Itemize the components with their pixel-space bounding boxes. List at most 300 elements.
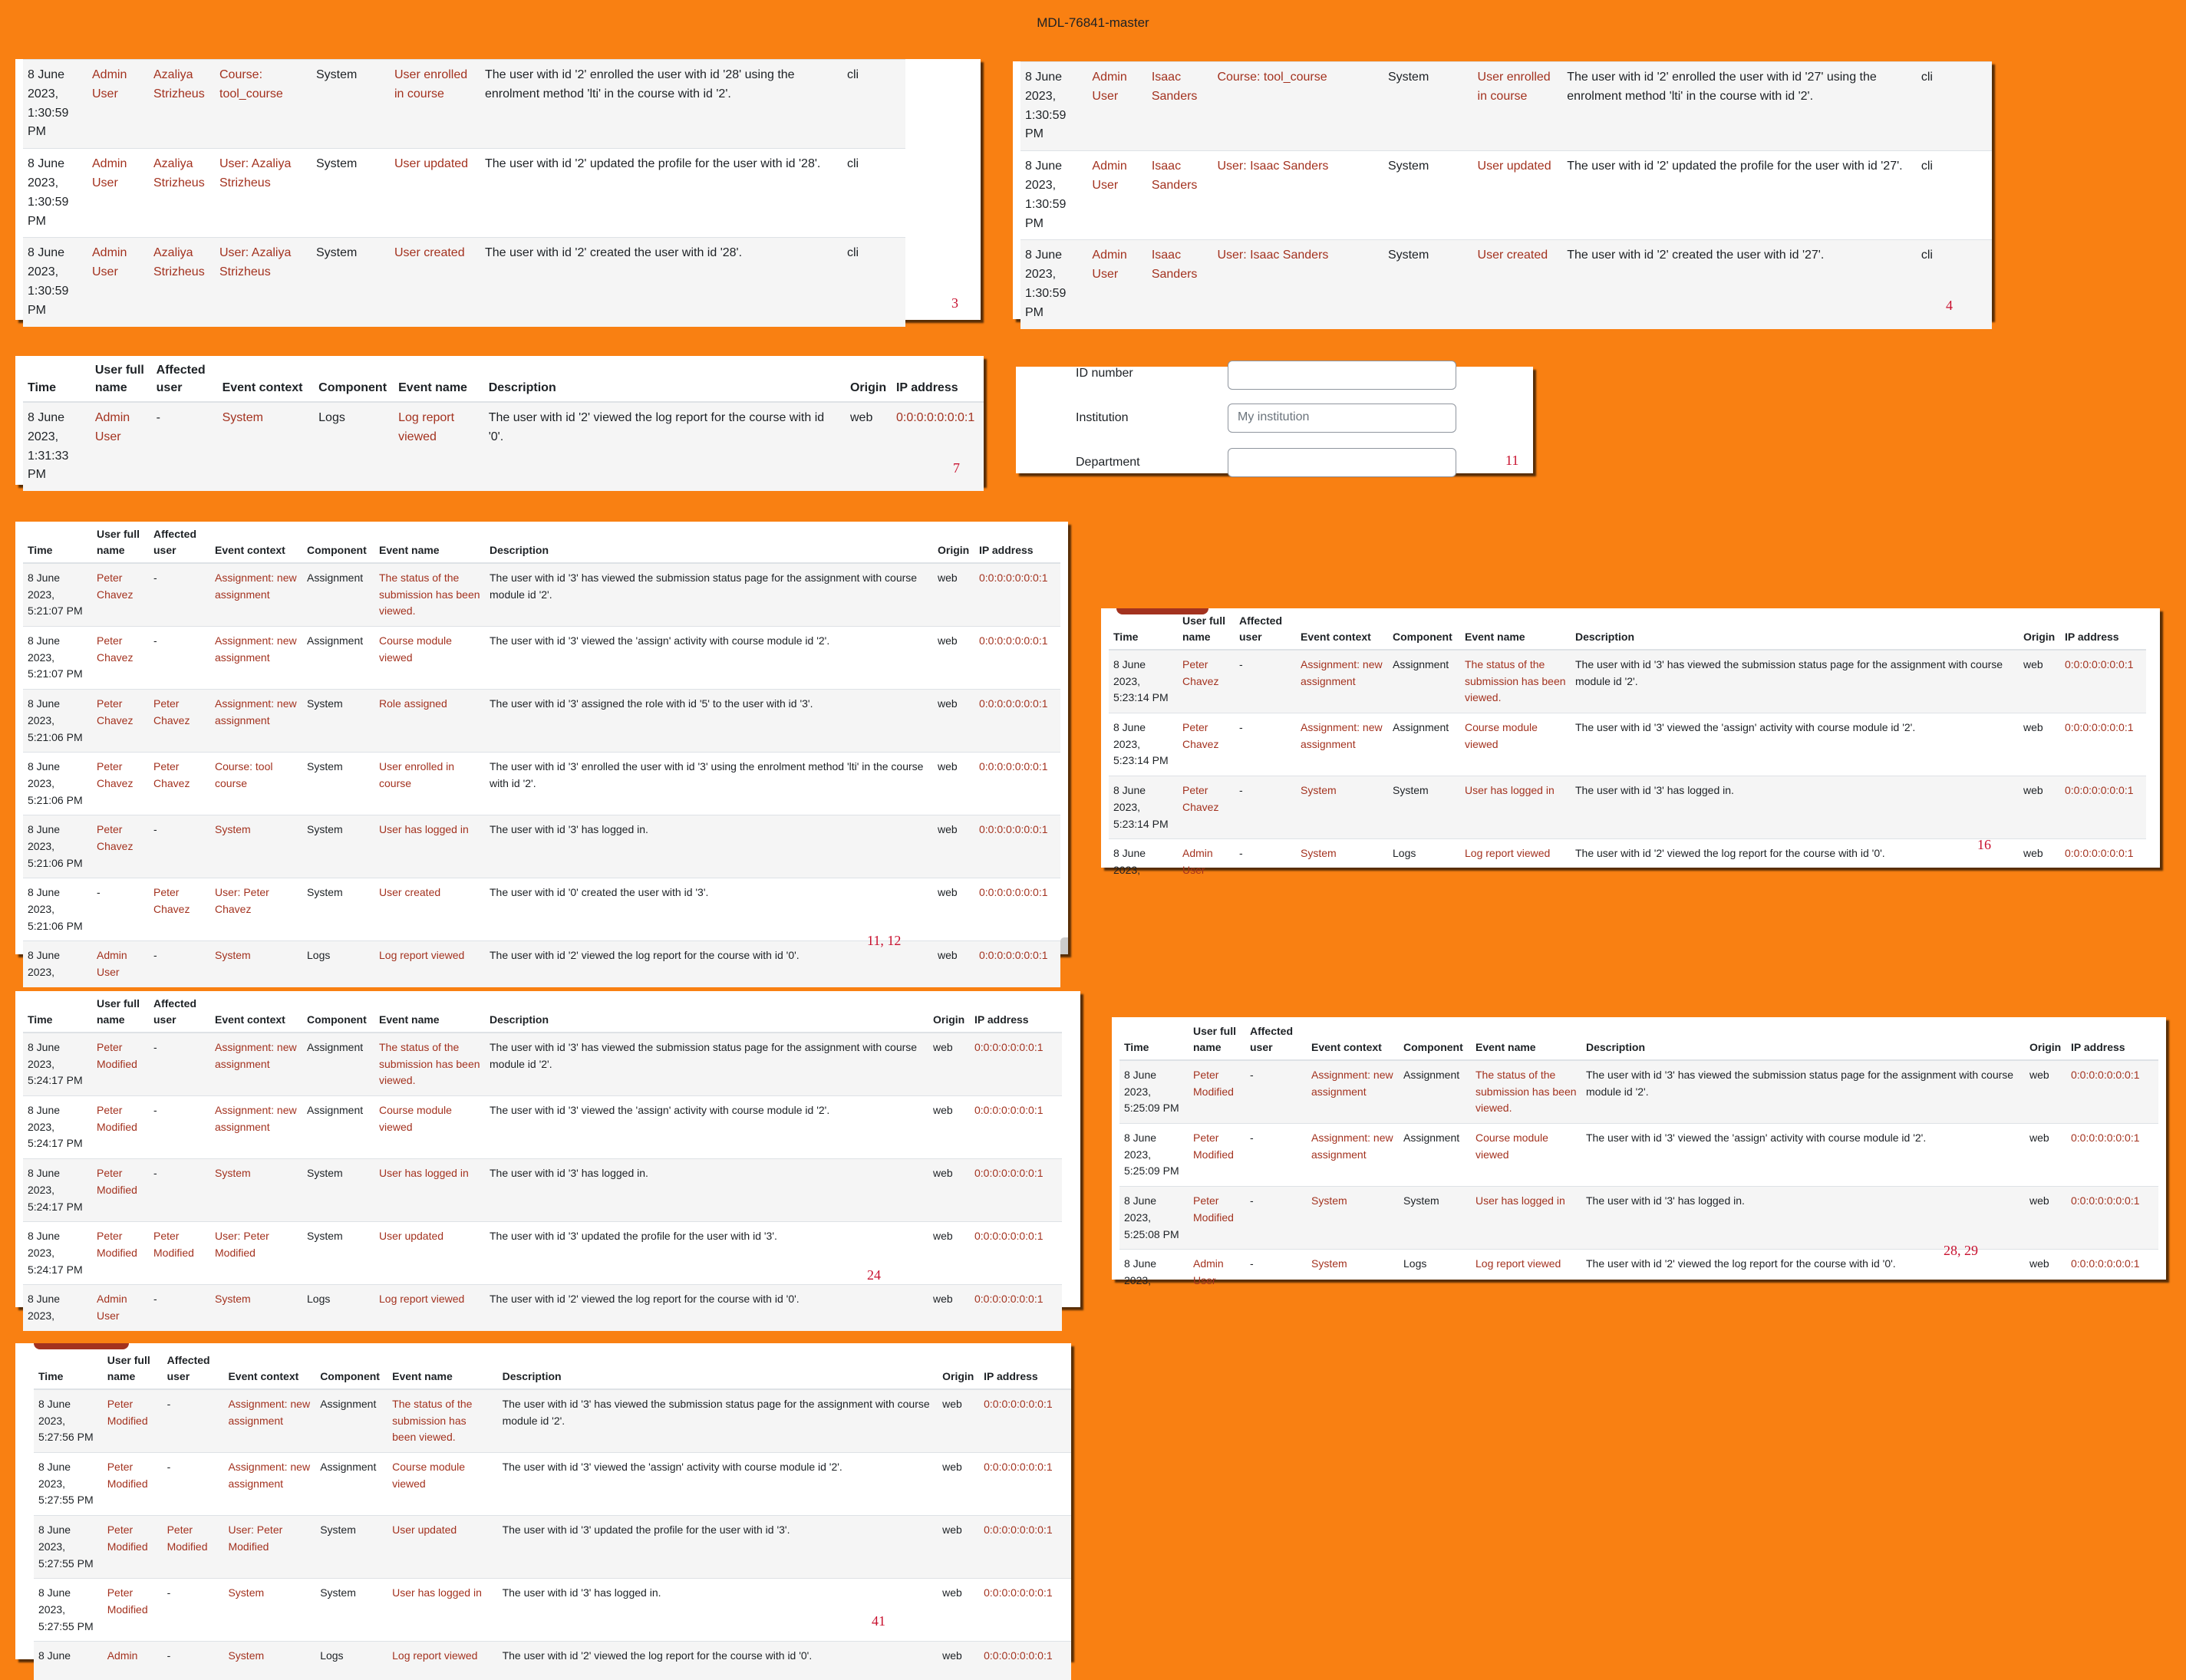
cell-description: The user with id '2' viewed the log report for the course with id '0'. bbox=[1581, 1250, 2025, 1296]
cell-event-context[interactable]: System bbox=[1307, 1187, 1399, 1250]
cell-event-name[interactable]: User has logged in bbox=[1460, 776, 1571, 839]
cell-affected-user[interactable]: Peter Chavez bbox=[149, 753, 210, 815]
cell-user-full-name[interactable]: Peter Modified bbox=[92, 1033, 149, 1096]
cell-affected-user[interactable]: Peter Chavez bbox=[149, 878, 210, 941]
table-row bbox=[1020, 151, 1992, 240]
table-row bbox=[1109, 713, 2146, 776]
table-row bbox=[1119, 1124, 2158, 1187]
cell-event-name[interactable]: The status of the submission has been viewed. bbox=[374, 563, 485, 627]
column-header-event-name[interactable]: Event name bbox=[1460, 608, 1571, 650]
cell-description: The user with id '3' updated the profile for the user with id '3'. bbox=[485, 1222, 928, 1285]
column-header-event-context[interactable]: Event context bbox=[210, 991, 302, 1033]
cell-time: 8 June 2023, 5:24:17 PM bbox=[23, 1033, 92, 1096]
cell-user-full-name[interactable]: Peter Modified bbox=[92, 1096, 149, 1159]
cell-affected-user[interactable]: Peter Chavez bbox=[149, 690, 210, 753]
log-screenshot-panel bbox=[15, 59, 981, 320]
column-header-user-full-name[interactable]: User full name bbox=[1189, 1017, 1245, 1060]
table-row bbox=[23, 1222, 1062, 1285]
table-row bbox=[1119, 1187, 2158, 1250]
cell-user-full-name[interactable]: Peter Chavez bbox=[92, 815, 149, 878]
column-header-time[interactable]: Time bbox=[23, 356, 91, 402]
table-row bbox=[23, 1159, 1062, 1222]
cell-event-name[interactable]: Course module viewed bbox=[1471, 1124, 1581, 1187]
cell-event-name[interactable]: User has logged in bbox=[387, 1579, 497, 1642]
column-header-ip-address[interactable]: IP address bbox=[974, 522, 1060, 563]
cell-user-full-name[interactable]: Admin User bbox=[1087, 151, 1146, 240]
cell-ip-address[interactable]: 0:0:0:0:0:0:0:1 bbox=[979, 1516, 1071, 1579]
cell-affected-user[interactable]: Azaliya Strizheus bbox=[149, 149, 215, 238]
column-header-description[interactable]: Description bbox=[485, 991, 928, 1033]
cell-component: Logs bbox=[302, 941, 374, 987]
cell-affected-user: - bbox=[1245, 1124, 1307, 1187]
log-table bbox=[23, 356, 984, 491]
cell-time: 8 June 2023, 5:25:09 PM bbox=[1119, 1124, 1189, 1187]
id-number-field[interactable] bbox=[1228, 361, 1456, 390]
cell-event-name[interactable]: The status of the submission has been viewed. bbox=[374, 1033, 485, 1096]
cell-time: 8 June 2023, 1:30:59 PM bbox=[1020, 62, 1087, 151]
cell-event-name[interactable]: User enrolled in course bbox=[390, 60, 480, 149]
cell-event-name[interactable]: User has logged in bbox=[374, 815, 485, 878]
cell-origin: web bbox=[938, 1579, 979, 1642]
cell-event-context[interactable]: Assignment: new assignment bbox=[223, 1389, 315, 1453]
cell-event-name[interactable]: User has logged in bbox=[1471, 1187, 1581, 1250]
cell-affected-user: - bbox=[1235, 839, 1296, 885]
cell-origin: web bbox=[933, 815, 974, 878]
column-header-time[interactable]: Time bbox=[1109, 608, 1178, 650]
cell-event-context[interactable]: Assignment: new assignment bbox=[223, 1453, 315, 1516]
cell-time: 8 June 2023, 5:21:07 PM bbox=[23, 627, 92, 690]
column-header-description[interactable]: Description bbox=[1571, 608, 2019, 650]
cell-event-context[interactable]: System bbox=[218, 402, 315, 491]
column-header-event-name[interactable]: Event name bbox=[374, 991, 485, 1033]
cell-user-full-name[interactable]: Admin User bbox=[92, 941, 149, 987]
column-header-time[interactable]: Time bbox=[23, 991, 92, 1033]
cell-user-full-name[interactable]: Peter Chavez bbox=[92, 753, 149, 815]
cell-time: 8 June 2023, 5:24:17 PM bbox=[23, 1222, 92, 1285]
cell-ip-address[interactable]: 0:0:0:0:0:0:0:1 bbox=[979, 1642, 1071, 1680]
table-row bbox=[23, 1096, 1062, 1159]
cell-component: Assignment bbox=[1388, 713, 1460, 776]
cell-event-name[interactable]: User enrolled in course bbox=[1473, 62, 1563, 151]
cell-user-full-name[interactable]: Peter Chavez bbox=[92, 690, 149, 753]
cell-user-full-name[interactable]: Admin User bbox=[87, 149, 149, 238]
cell-ip-address[interactable]: 0:0:0:0:0:0:0:1 bbox=[2066, 1124, 2158, 1187]
cell-event-context[interactable]: System bbox=[1307, 1250, 1399, 1296]
cell-component: System bbox=[1388, 776, 1460, 839]
cell-ip-address[interactable]: 0:0:0:0:0:0:0:1 bbox=[974, 753, 1060, 815]
cell-event-context[interactable]: System bbox=[210, 1159, 302, 1222]
cell-user-full-name[interactable]: Peter Modified bbox=[1189, 1187, 1245, 1250]
column-header-event-context[interactable]: Event context bbox=[210, 522, 302, 563]
cell-component: Assignment bbox=[302, 1033, 374, 1096]
cell-event-context[interactable]: System bbox=[1296, 839, 1388, 885]
cell-user-full-name[interactable]: Peter Chavez bbox=[92, 563, 149, 627]
log-table bbox=[1020, 61, 1992, 329]
column-header-affected-user[interactable]: Affected user bbox=[152, 356, 218, 402]
cell-user-full-name[interactable]: Peter Modified bbox=[92, 1159, 149, 1222]
column-header-ip-address[interactable]: IP address bbox=[892, 356, 984, 402]
column-header-user-full-name[interactable]: User full name bbox=[92, 522, 149, 563]
log-table bbox=[23, 59, 905, 327]
cell-description: The user with id '3' has viewed the submission status page for the assignment with course module id '2'. bbox=[1571, 650, 2019, 713]
cell-origin: web bbox=[933, 627, 974, 690]
cell-event-context[interactable]: User: Peter Modified bbox=[210, 1222, 302, 1285]
cell-event-context[interactable]: Assignment: new assignment bbox=[210, 627, 302, 690]
cell-description: The user with id '3' has logged in. bbox=[1581, 1187, 2025, 1250]
cell-origin: web bbox=[2025, 1124, 2066, 1187]
cell-event-name[interactable]: User updated bbox=[1473, 151, 1563, 240]
cell-description: The user with id '3' has viewed the submission status page for the assignment with course module id '2'. bbox=[1581, 1060, 2025, 1124]
cell-event-context[interactable]: Course: tool_course bbox=[215, 60, 312, 149]
cell-event-context[interactable]: Assignment: new assignment bbox=[210, 1096, 302, 1159]
table-row bbox=[1020, 62, 1992, 151]
cell-ip-address[interactable]: 0:0:0:0:0:0:0:1 bbox=[979, 1579, 1071, 1642]
cell-ip-address[interactable]: 0:0:0:0:0:0:0:1 bbox=[970, 1159, 1062, 1222]
table-row bbox=[23, 941, 1060, 987]
column-header-component[interactable]: Component bbox=[302, 522, 374, 563]
cell-affected-user: - bbox=[1245, 1187, 1307, 1250]
cell-event-name[interactable]: Log report viewed bbox=[394, 402, 484, 491]
cell-user-full-name[interactable]: Peter Modified bbox=[92, 1222, 149, 1285]
cell-user-full-name[interactable]: Admin User bbox=[1087, 62, 1146, 151]
cell-ip-address[interactable]: 0:0:0:0:0:0:0:1 bbox=[979, 1453, 1071, 1516]
cell-user-full-name[interactable]: Peter Chavez bbox=[1178, 713, 1235, 776]
column-header-origin[interactable]: Origin bbox=[846, 356, 892, 402]
cell-event-context[interactable]: System bbox=[210, 815, 302, 878]
cell-description: The user with id '3' has logged in. bbox=[1571, 776, 2019, 839]
cell-event-context[interactable]: System bbox=[210, 941, 302, 987]
cell-component: System bbox=[312, 238, 390, 327]
cell-component: Assignment bbox=[1399, 1060, 1471, 1124]
column-header-component[interactable]: Component bbox=[315, 1343, 387, 1389]
cell-event-name[interactable]: Course module viewed bbox=[374, 627, 485, 690]
table-row bbox=[23, 627, 1060, 690]
cell-ip-address[interactable]: 0:0:0:0:0:0:0:1 bbox=[892, 402, 984, 491]
cell-event-name[interactable]: Log report viewed bbox=[387, 1642, 497, 1680]
cell-component: Logs bbox=[1388, 839, 1460, 885]
cell-time: 8 June 2023, 1:30:59 PM bbox=[1020, 151, 1087, 240]
column-header-description[interactable]: Description bbox=[1581, 1017, 2025, 1060]
column-header-affected-user[interactable]: Affected user bbox=[149, 522, 210, 563]
cell-affected-user: - bbox=[149, 1033, 210, 1096]
step-number: 24 bbox=[867, 1267, 881, 1283]
cell-event-name[interactable]: User enrolled in course bbox=[374, 753, 485, 815]
cell-origin: cli bbox=[842, 149, 905, 238]
column-header-event-name[interactable]: Event name bbox=[374, 522, 485, 563]
cell-time: 8 June 2023, 1:30:59 PM bbox=[23, 149, 87, 238]
column-header-description[interactable]: Description bbox=[484, 356, 846, 402]
cell-event-context[interactable]: System bbox=[210, 1285, 302, 1331]
table-row bbox=[34, 1579, 1071, 1642]
cell-component: Logs bbox=[1399, 1250, 1471, 1296]
cell-time: 8 June 2023, bbox=[1109, 839, 1178, 885]
cell-ip-address[interactable]: 0:0:0:0:0:0:0:1 bbox=[2066, 1187, 2158, 1250]
column-header-origin[interactable]: Origin bbox=[933, 522, 974, 563]
column-header-user-full-name[interactable]: User full name bbox=[1178, 608, 1235, 650]
cell-description: The user with id '2' enrolled the user with id '27' using the enrolment method 'lti' in the course with id '2'. bbox=[1562, 62, 1917, 151]
cell-event-name[interactable]: Role assigned bbox=[374, 690, 485, 753]
cell-description: The user with id '3' has logged in. bbox=[485, 1159, 928, 1222]
column-header-time[interactable]: Time bbox=[1119, 1017, 1189, 1060]
cell-affected-user[interactable]: Azaliya Strizheus bbox=[149, 238, 215, 327]
column-header-event-context[interactable]: Event context bbox=[223, 1343, 315, 1389]
cell-time: 8 June 2023, 5:21:06 PM bbox=[23, 878, 92, 941]
cell-affected-user[interactable]: Isaac Sanders bbox=[1147, 240, 1213, 329]
cell-component: System bbox=[302, 878, 374, 941]
cell-time: 8 June 2023, bbox=[23, 1285, 92, 1331]
log-table bbox=[1119, 1017, 2158, 1296]
cell-event-context[interactable]: User: Azaliya Strizheus bbox=[215, 149, 312, 238]
cell-time: 8 June 2023, 1:30:59 PM bbox=[23, 238, 87, 327]
column-header-event-context[interactable]: Event context bbox=[1296, 608, 1388, 650]
cell-ip-address[interactable]: 0:0:0:0:0:0:0:1 bbox=[974, 563, 1060, 627]
department-field[interactable] bbox=[1228, 448, 1456, 477]
cell-event-name[interactable]: Log report viewed bbox=[374, 1285, 485, 1331]
column-header-affected-user[interactable]: Affected user bbox=[149, 991, 210, 1033]
id-number-label: ID number bbox=[1076, 367, 1133, 380]
table-row bbox=[23, 815, 1060, 878]
cell-ip-address[interactable]: 0:0:0:0:0:0:0:1 bbox=[2066, 1060, 2158, 1124]
column-header-origin[interactable]: Origin bbox=[928, 991, 970, 1033]
cell-user-full-name[interactable]: Peter Modified bbox=[103, 1579, 163, 1642]
table-row bbox=[1109, 650, 2146, 713]
cell-user-full-name[interactable]: Admin User bbox=[91, 402, 152, 491]
cell-event-name[interactable]: The status of the submission has been viewed. bbox=[1460, 650, 1571, 713]
table-row bbox=[23, 238, 905, 327]
column-header-event-name[interactable]: Event name bbox=[394, 356, 484, 402]
cell-origin: web bbox=[938, 1389, 979, 1453]
cell-event-name[interactable]: User updated bbox=[374, 1222, 485, 1285]
column-header-affected-user[interactable]: Affected user bbox=[1245, 1017, 1307, 1060]
cell-component: System bbox=[315, 1579, 387, 1642]
cell-user-full-name[interactable]: Peter Modified bbox=[103, 1453, 163, 1516]
cell-event-name[interactable]: User created bbox=[374, 878, 485, 941]
log-screenshot-panel bbox=[1112, 1017, 2166, 1286]
cell-user-full-name[interactable]: Peter Modified bbox=[103, 1516, 163, 1579]
cell-user-full-name[interactable]: Peter Modified bbox=[103, 1389, 163, 1453]
cell-component: System bbox=[302, 753, 374, 815]
column-header-origin[interactable]: Origin bbox=[2025, 1017, 2066, 1060]
cell-user-full-name: - bbox=[92, 878, 149, 941]
cell-event-context[interactable]: Course: tool course bbox=[210, 753, 302, 815]
cell-event-context[interactable]: Assignment: new assignment bbox=[1307, 1124, 1399, 1187]
cell-origin: cli bbox=[842, 238, 905, 327]
cell-event-name[interactable]: User created bbox=[390, 238, 480, 327]
cell-component: Assignment bbox=[1388, 650, 1460, 713]
cell-ip-address[interactable]: 0:0:0:0:0:0:0:1 bbox=[970, 1285, 1062, 1331]
cell-component: System bbox=[315, 1516, 387, 1579]
cell-component: System bbox=[312, 149, 390, 238]
cell-event-context[interactable]: User: Peter Modified bbox=[223, 1516, 315, 1579]
column-header-user-full-name[interactable]: User full name bbox=[91, 356, 152, 402]
cell-user-full-name[interactable]: Peter Modified bbox=[1189, 1060, 1245, 1124]
cell-event-context[interactable]: User: Isaac Sanders bbox=[1212, 151, 1383, 240]
cell-event-name[interactable]: Course module viewed bbox=[374, 1096, 485, 1159]
log-screenshot-panel bbox=[1013, 61, 1992, 319]
column-header-ip-address[interactable]: IP address bbox=[2060, 608, 2146, 650]
column-header-event-context[interactable]: Event context bbox=[1307, 1017, 1399, 1060]
cell-event-context[interactable]: User: Isaac Sanders bbox=[1212, 240, 1383, 329]
cell-event-context[interactable]: Assignment: new assignment bbox=[210, 1033, 302, 1096]
cell-ip-address[interactable]: 0:0:0:0:0:0:0:1 bbox=[970, 1096, 1062, 1159]
cell-user-full-name[interactable]: Peter Chavez bbox=[1178, 650, 1235, 713]
cell-affected-user[interactable]: Isaac Sanders bbox=[1147, 62, 1213, 151]
step-number: 11, 12 bbox=[867, 933, 902, 948]
cell-origin: web bbox=[2025, 1187, 2066, 1250]
column-header-event-context[interactable]: Event context bbox=[218, 356, 315, 402]
cell-ip-address[interactable]: 0:0:0:0:0:0:0:1 bbox=[970, 1033, 1062, 1096]
cell-event-context[interactable]: Course: tool_course bbox=[1212, 62, 1383, 151]
cell-event-context[interactable]: Assignment: new assignment bbox=[210, 690, 302, 753]
cell-time: 8 June 2023, 5:23:14 PM bbox=[1109, 650, 1178, 713]
cell-affected-user[interactable]: Azaliya Strizheus bbox=[149, 60, 215, 149]
cell-event-context[interactable]: System bbox=[223, 1579, 315, 1642]
column-header-user-full-name[interactable]: User full name bbox=[92, 991, 149, 1033]
cell-event-context[interactable]: System bbox=[1296, 776, 1388, 839]
cell-event-context[interactable]: Assignment: new assignment bbox=[1296, 650, 1388, 713]
log-screenshot-panel bbox=[15, 1343, 1071, 1662]
cell-event-name[interactable]: User has logged in bbox=[374, 1159, 485, 1222]
cell-ip-address[interactable]: 0:0:0:0:0:0:0:1 bbox=[2060, 713, 2146, 776]
cell-time: 8 June 2023, 5:23:14 PM bbox=[1109, 776, 1178, 839]
cell-event-name[interactable]: Course module viewed bbox=[1460, 713, 1571, 776]
cell-user-full-name[interactable]: Admin User bbox=[1087, 240, 1146, 329]
cell-event-name[interactable]: Course module viewed bbox=[387, 1453, 497, 1516]
cell-event-context[interactable]: Assignment: new assignment bbox=[1307, 1060, 1399, 1124]
cell-ip-address[interactable]: 0:0:0:0:0:0:0:1 bbox=[974, 690, 1060, 753]
cell-origin: web bbox=[928, 1159, 970, 1222]
cell-origin: web bbox=[2019, 713, 2060, 776]
step-number: 16 bbox=[1977, 837, 1991, 852]
cell-event-context[interactable]: Assignment: new assignment bbox=[1296, 713, 1388, 776]
cell-event-name[interactable]: Log report viewed bbox=[1460, 839, 1571, 885]
cell-event-name[interactable]: User updated bbox=[387, 1516, 497, 1579]
cell-origin: web bbox=[938, 1642, 979, 1680]
cell-user-full-name[interactable]: Admin User bbox=[1189, 1250, 1245, 1296]
cell-description: The user with id '3' has logged in. bbox=[485, 815, 933, 878]
cell-component: System bbox=[1383, 62, 1473, 151]
cell-ip-address[interactable]: 0:0:0:0:0:0:0:1 bbox=[2060, 839, 2146, 885]
column-header-component[interactable]: Component bbox=[314, 356, 394, 402]
cell-affected-user[interactable]: Peter Modified bbox=[149, 1222, 210, 1285]
cell-event-context[interactable]: User: Azaliya Strizheus bbox=[215, 238, 312, 327]
cell-event-context[interactable]: System bbox=[223, 1642, 315, 1680]
cell-ip-address[interactable]: 0:0:0:0:0:0:0:1 bbox=[974, 627, 1060, 690]
cell-description: The user with id '3' viewed the 'assign' activity with course module id '2'. bbox=[498, 1453, 938, 1516]
cell-user-full-name[interactable]: Admin bbox=[103, 1642, 163, 1680]
table-row bbox=[34, 1389, 1071, 1453]
cell-description: The user with id '3' viewed the 'assign' activity with course module id '2'. bbox=[1581, 1124, 2025, 1187]
cell-time: 8 June 2023, 5:25:08 PM bbox=[1119, 1187, 1189, 1250]
cell-user-full-name[interactable]: Peter Modified bbox=[1189, 1124, 1245, 1187]
cell-user-full-name[interactable]: Admin User bbox=[87, 60, 149, 149]
cell-origin: web bbox=[933, 878, 974, 941]
cell-user-full-name[interactable]: Admin User bbox=[1178, 839, 1235, 885]
cell-component: Logs bbox=[314, 402, 394, 491]
column-header-time[interactable]: Time bbox=[23, 522, 92, 563]
cell-ip-address[interactable]: 0:0:0:0:0:0:0:1 bbox=[2060, 650, 2146, 713]
log-screenshot-panel bbox=[1101, 608, 2160, 876]
cell-origin: web bbox=[933, 753, 974, 815]
column-header-description[interactable]: Description bbox=[485, 522, 933, 563]
cell-description: The user with id '2' viewed the log report for the course with id '0'. bbox=[498, 1642, 938, 1680]
cell-event-context[interactable]: User: Peter Chavez bbox=[210, 878, 302, 941]
cell-event-name[interactable]: Log report viewed bbox=[1471, 1250, 1581, 1296]
profile-form-panel bbox=[1016, 367, 1533, 473]
cell-ip-address[interactable]: 0:0:0:0:0:0:0:1 bbox=[2060, 776, 2146, 839]
cell-time: 8 June 2023, 5:21:06 PM bbox=[23, 690, 92, 753]
column-header-affected-user[interactable]: Affected user bbox=[1235, 608, 1296, 650]
cell-event-name[interactable]: User updated bbox=[390, 149, 480, 238]
cell-origin: web bbox=[938, 1453, 979, 1516]
cell-ip-address[interactable]: 0:0:0:0:0:0:0:1 bbox=[2066, 1250, 2158, 1296]
scrollbar-thumb[interactable] bbox=[1060, 937, 1068, 954]
cell-origin: web bbox=[933, 690, 974, 753]
column-header-origin[interactable]: Origin bbox=[938, 1343, 979, 1389]
cell-description: The user with id '3' enrolled the user with id '3' using the enrolment method 'lti' in the course with id '2'. bbox=[485, 753, 933, 815]
cell-user-full-name[interactable]: Admin User bbox=[87, 238, 149, 327]
cell-event-name[interactable]: User created bbox=[1473, 240, 1563, 329]
cell-origin: web bbox=[2019, 839, 2060, 885]
cell-affected-user: - bbox=[1235, 650, 1296, 713]
cell-affected-user[interactable]: Isaac Sanders bbox=[1147, 151, 1213, 240]
cell-description: The user with id '2' updated the profile for the user with id '28'. bbox=[480, 149, 842, 238]
column-header-affected-user[interactable]: Affected user bbox=[163, 1343, 224, 1389]
cell-origin: web bbox=[2019, 776, 2060, 839]
column-header-ip-address[interactable]: IP address bbox=[2066, 1017, 2158, 1060]
column-header-component[interactable]: Component bbox=[1388, 608, 1460, 650]
column-header-event-name[interactable]: Event name bbox=[387, 1343, 497, 1389]
cell-event-name[interactable]: Log report viewed bbox=[374, 941, 485, 987]
column-header-description[interactable]: Description bbox=[498, 1343, 938, 1389]
cell-user-full-name[interactable]: Admin User bbox=[92, 1285, 149, 1331]
institution-field[interactable]: My institution bbox=[1228, 404, 1456, 433]
cell-affected-user: - bbox=[152, 402, 218, 491]
step-number: 11 bbox=[1505, 453, 1519, 468]
cell-ip-address[interactable]: 0:0:0:0:0:0:0:1 bbox=[974, 878, 1060, 941]
table-row bbox=[34, 1516, 1071, 1579]
cell-time: 8 June bbox=[34, 1642, 103, 1680]
cell-affected-user: - bbox=[149, 627, 210, 690]
cell-ip-address[interactable]: 0:0:0:0:0:0:0:1 bbox=[970, 1222, 1062, 1285]
cell-user-full-name[interactable]: Peter Chavez bbox=[1178, 776, 1235, 839]
column-header-user-full-name[interactable]: User full name bbox=[103, 1343, 163, 1389]
cell-time: 8 June 2023, 1:31:33 PM bbox=[23, 402, 91, 491]
column-header-component[interactable]: Component bbox=[302, 991, 374, 1033]
column-header-time[interactable]: Time bbox=[34, 1343, 103, 1389]
cell-event-name[interactable]: The status of the submission has been viewed. bbox=[1471, 1060, 1581, 1124]
cell-ip-address[interactable]: 0:0:0:0:0:0:0:1 bbox=[974, 815, 1060, 878]
cell-origin: web bbox=[933, 941, 974, 987]
cell-affected-user: - bbox=[1235, 776, 1296, 839]
column-header-ip-address[interactable]: IP address bbox=[970, 991, 1062, 1033]
log-table bbox=[34, 1343, 1071, 1680]
cell-time: 8 June 2023, 5:24:17 PM bbox=[23, 1159, 92, 1222]
cell-user-full-name[interactable]: Peter Chavez bbox=[92, 627, 149, 690]
cell-affected-user: - bbox=[149, 815, 210, 878]
cell-ip-address[interactable]: 0:0:0:0:0:0:0:1 bbox=[979, 1389, 1071, 1453]
column-header-event-name[interactable]: Event name bbox=[1471, 1017, 1581, 1060]
column-header-origin[interactable]: Origin bbox=[2019, 608, 2060, 650]
cell-event-name[interactable]: The status of the submission has been viewed. bbox=[387, 1389, 497, 1453]
cell-ip-address[interactable]: 0:0:0:0:0:0:0:1 bbox=[974, 941, 1060, 987]
cell-affected-user[interactable]: Peter Modified bbox=[163, 1516, 224, 1579]
column-header-component[interactable]: Component bbox=[1399, 1017, 1471, 1060]
cell-event-context[interactable]: Assignment: new assignment bbox=[210, 563, 302, 627]
cell-description: The user with id '3' has viewed the submission status page for the assignment with course module id '2'. bbox=[485, 1033, 928, 1096]
table-row bbox=[23, 690, 1060, 753]
column-header-ip-address[interactable]: IP address bbox=[979, 1343, 1071, 1389]
